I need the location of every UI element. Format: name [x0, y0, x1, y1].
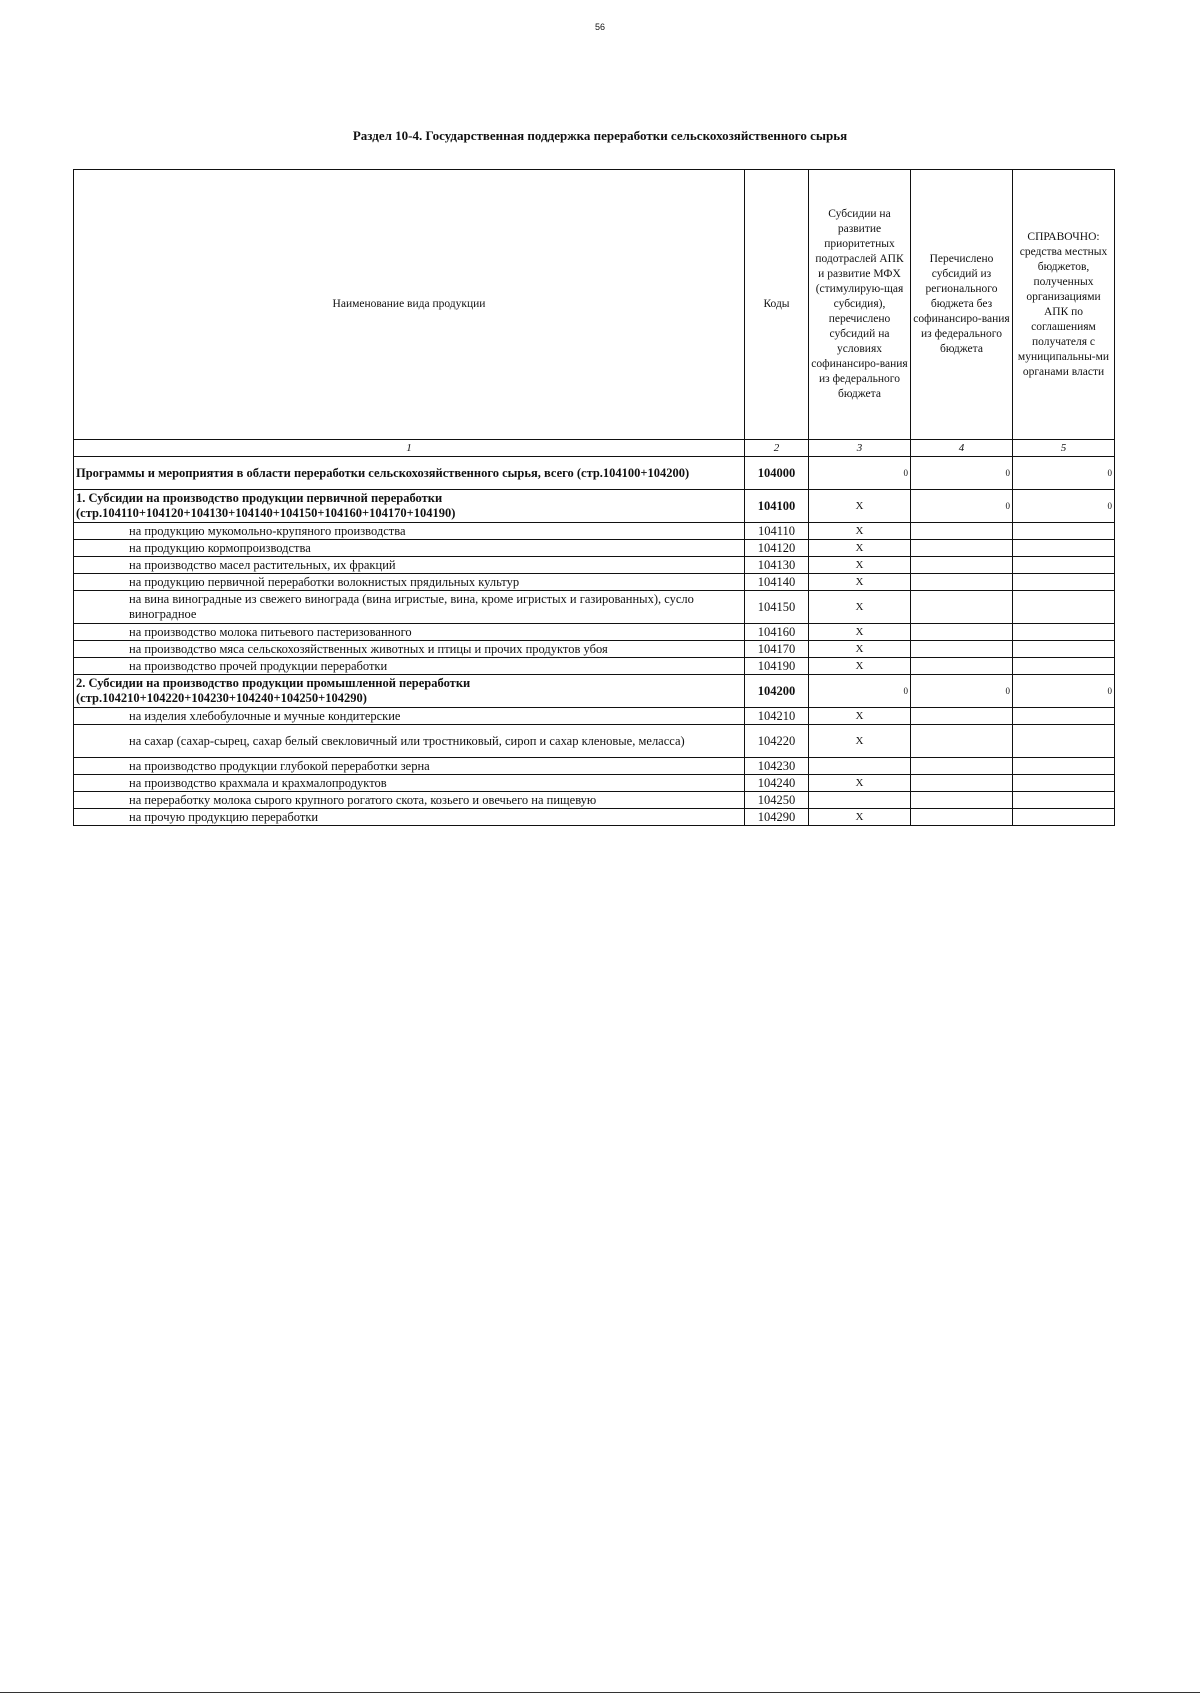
row-code: 104130 [745, 557, 809, 574]
row-name: на производство продукции глубокой переработки зерна [74, 758, 745, 775]
row-col5: 0 [1013, 457, 1115, 490]
row-name: на переработку молока сырого крупного рогатого скота, козьего и овечьего на пищевую [74, 792, 745, 809]
page-number: 56 [594, 22, 605, 32]
row-col5 [1013, 523, 1115, 540]
row-code: 104290 [745, 809, 809, 826]
row-col4 [911, 523, 1013, 540]
table-row [74, 457, 1115, 490]
row-col4: 0 [911, 457, 1013, 490]
row-col4 [911, 557, 1013, 574]
row-name: на производство прочей продукции переработки [74, 658, 745, 675]
header-code: Коды [745, 170, 809, 440]
row-col3: 0 [809, 675, 911, 708]
row-name: 2. Субсидии на производство продукции промышленной переработки (стр.104210+104220+104230+104240+104250+104290) [74, 675, 745, 708]
table-row [74, 775, 1115, 792]
row-col5 [1013, 574, 1115, 591]
row-col3: X [809, 557, 911, 574]
row-col4 [911, 624, 1013, 641]
column-number: 4 [911, 440, 1013, 457]
row-col5 [1013, 624, 1115, 641]
table-row [74, 523, 1115, 540]
column-number: 3 [809, 440, 911, 457]
header-name: Наименование вида продукции [74, 170, 745, 440]
row-name: на производство крахмала и крахмалопродуктов [74, 775, 745, 792]
row-col3 [809, 792, 911, 809]
row-code: 104150 [745, 591, 809, 624]
row-code: 104120 [745, 540, 809, 557]
table-row [74, 557, 1115, 574]
table-row [74, 809, 1115, 826]
row-col4: 0 [911, 675, 1013, 708]
row-name: на продукцию мукомольно-крупяного производства [74, 523, 745, 540]
row-col5 [1013, 792, 1115, 809]
table-row [74, 725, 1115, 758]
row-code: 104240 [745, 775, 809, 792]
table-row [74, 658, 1115, 675]
header-col4: Перечислено субсидий из регионального бюджета без софинансиро-вания из федерального бюджета [911, 170, 1013, 440]
row-code: 104100 [745, 490, 809, 523]
page-bottom-rule [0, 1692, 1200, 1693]
table-row [74, 708, 1115, 725]
support-table [73, 169, 1115, 826]
row-col4 [911, 725, 1013, 758]
row-name: на вина виноградные из свежего винограда (вина игристые, вина, кроме игристых и газированных), сусло виноградное [74, 591, 745, 624]
row-col3 [809, 758, 911, 775]
table-row [74, 540, 1115, 557]
table-row [74, 792, 1115, 809]
row-col5 [1013, 775, 1115, 792]
row-code: 104160 [745, 624, 809, 641]
row-col3: X [809, 708, 911, 725]
column-number-row [74, 440, 1115, 457]
table-row [74, 591, 1115, 624]
row-col3: 0 [809, 457, 911, 490]
row-col4 [911, 574, 1013, 591]
row-col5 [1013, 708, 1115, 725]
row-name: на производство молока питьевого пастеризованного [74, 624, 745, 641]
row-name: на продукцию кормопроизводства [74, 540, 745, 557]
row-col3: X [809, 809, 911, 826]
table-row [74, 758, 1115, 775]
row-name: на производство мяса сельскохозяйственных животных и птицы и прочих продуктов убоя [74, 641, 745, 658]
row-col4: 0 [911, 490, 1013, 523]
row-col4 [911, 792, 1013, 809]
column-number: 1 [74, 440, 745, 457]
row-col4 [911, 708, 1013, 725]
table-row [74, 624, 1115, 641]
row-code: 104210 [745, 708, 809, 725]
row-col4 [911, 775, 1013, 792]
row-col4 [911, 641, 1013, 658]
row-col3: X [809, 574, 911, 591]
row-name: Программы и мероприятия в области переработки сельскохозяйственного сырья, всего (стр.104100+104200) [74, 457, 745, 490]
row-name: на сахар (сахар-сырец, сахар белый свекловичный или тростниковый, сироп и сахар кленовые, меласса) [74, 725, 745, 758]
row-code: 104140 [745, 574, 809, 591]
table-row [74, 675, 1115, 708]
column-number: 2 [745, 440, 809, 457]
table-row [74, 574, 1115, 591]
row-col5 [1013, 591, 1115, 624]
row-col5 [1013, 658, 1115, 675]
row-name: на продукцию первичной переработки волокнистых прядильных культур [74, 574, 745, 591]
row-col5 [1013, 641, 1115, 658]
row-col3: X [809, 523, 911, 540]
header-col3: Субсидии на развитие приоритетных подотраслей АПК и развитие МФХ (стимулирую-щая субсидия), перечислено субсидий на условиях софинансиро-вания из федерального бюджета [809, 170, 911, 440]
row-col3: X [809, 658, 911, 675]
header-col5: СПРАВОЧНО: средства местных бюджетов, полученных организациями АПК по соглашениям получателя с муниципальны-ми органами власти [1013, 170, 1115, 440]
row-col3: X [809, 624, 911, 641]
row-code: 104000 [745, 457, 809, 490]
row-code: 104250 [745, 792, 809, 809]
row-col4 [911, 540, 1013, 557]
row-code: 104110 [745, 523, 809, 540]
row-col5 [1013, 725, 1115, 758]
row-col4 [911, 758, 1013, 775]
row-col4 [911, 809, 1013, 826]
row-col3: X [809, 775, 911, 792]
row-col3: X [809, 725, 911, 758]
row-col5 [1013, 809, 1115, 826]
row-col3: X [809, 641, 911, 658]
row-col5 [1013, 540, 1115, 557]
row-code: 104190 [745, 658, 809, 675]
row-col4 [911, 591, 1013, 624]
row-name: на изделия хлебобулочные и мучные кондитерские [74, 708, 745, 725]
row-col4 [911, 658, 1013, 675]
table-row [74, 641, 1115, 658]
row-col3: X [809, 591, 911, 624]
row-code: 104200 [745, 675, 809, 708]
row-col5: 0 [1013, 675, 1115, 708]
row-name: на производство масел растительных, их фракций [74, 557, 745, 574]
row-name: на прочую продукцию переработки [74, 809, 745, 826]
table-row [74, 490, 1115, 523]
row-col5 [1013, 557, 1115, 574]
row-code: 104170 [745, 641, 809, 658]
page-title: Раздел 10-4. Государственная поддержка переработки сельскохозяйственного сырья [352, 128, 848, 143]
column-number: 5 [1013, 440, 1115, 457]
row-code: 104220 [745, 725, 809, 758]
header-row [74, 170, 1115, 440]
row-name: 1. Субсидии на производство продукции первичной переработки (стр.104110+104120+104130+104140+104150+104160+104170+104190) [74, 490, 745, 523]
row-col5: 0 [1013, 490, 1115, 523]
row-col3: X [809, 490, 911, 523]
row-col5 [1013, 758, 1115, 775]
row-col3: X [809, 540, 911, 557]
row-code: 104230 [745, 758, 809, 775]
